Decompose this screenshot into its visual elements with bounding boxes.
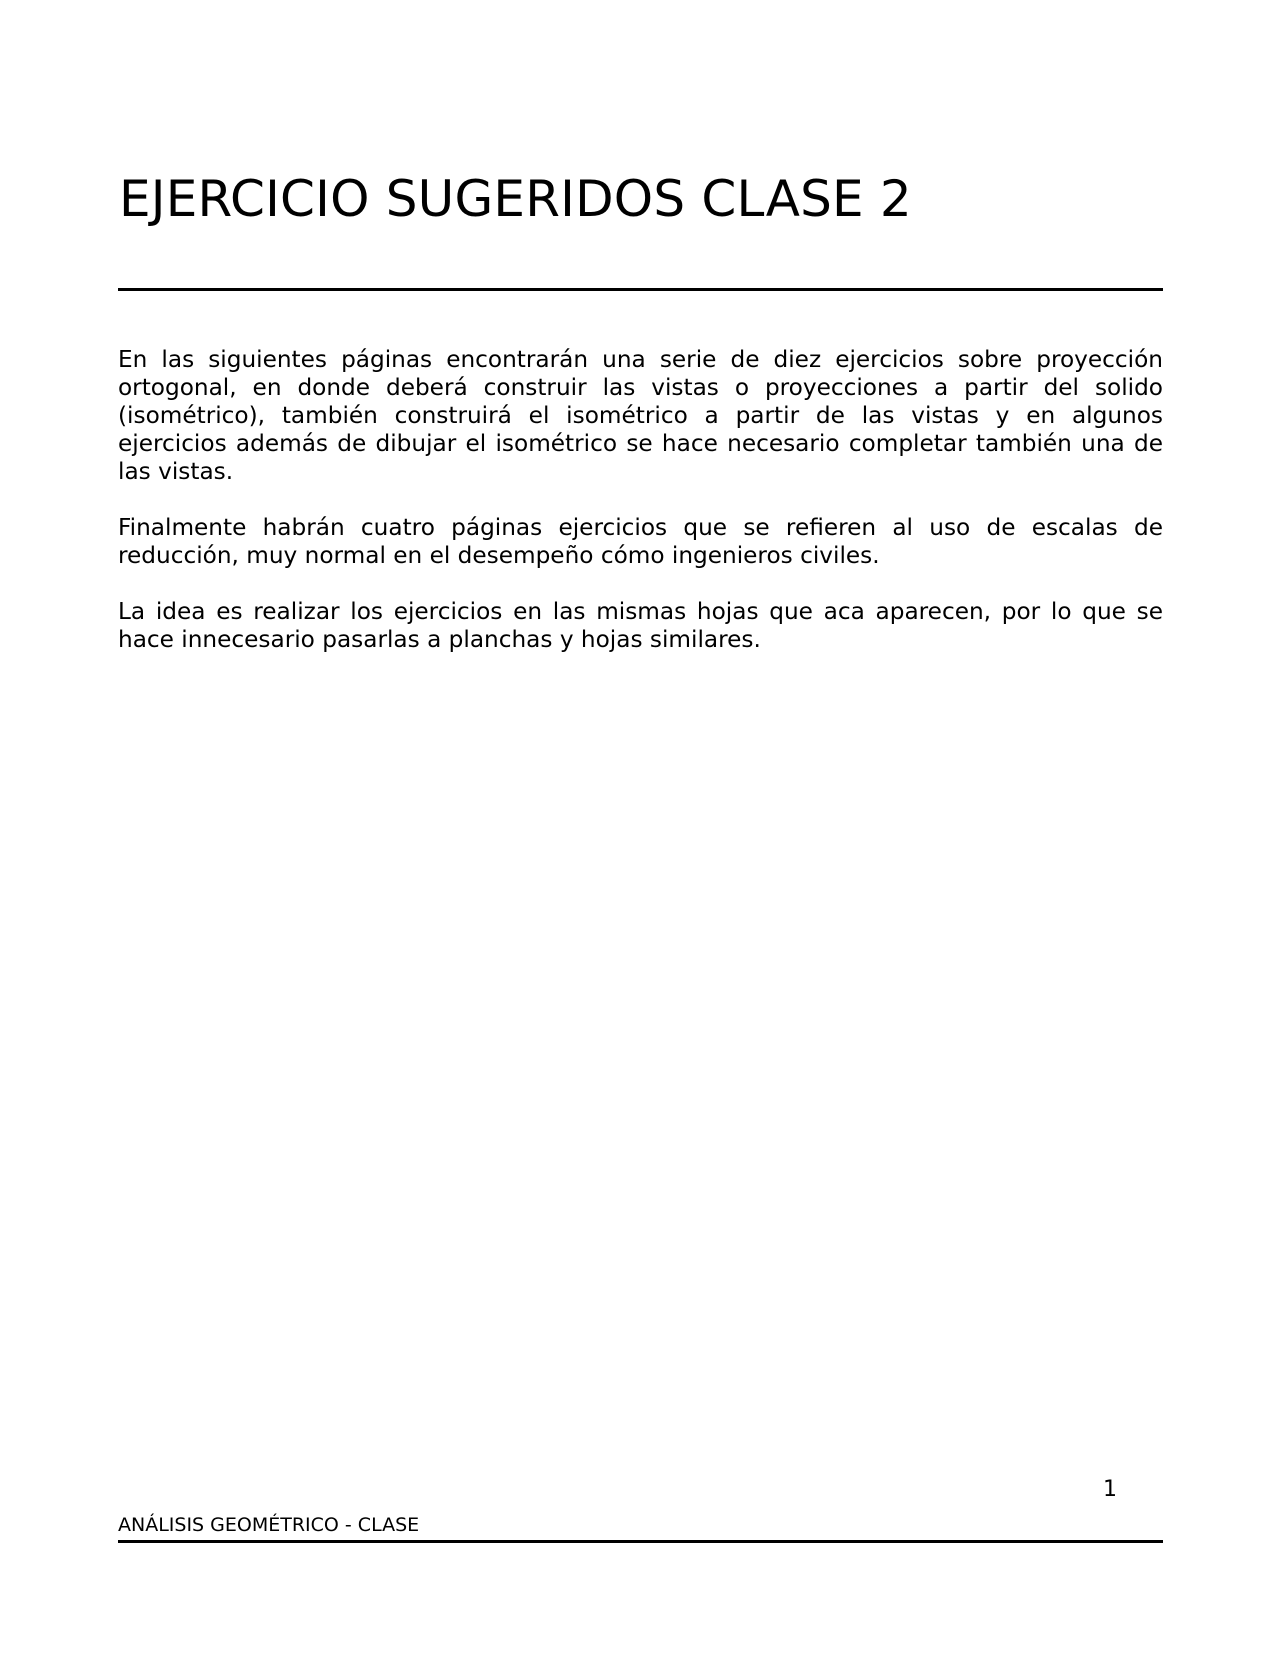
paragraph-scales: Finalmente habrán cuatro páginas ejercicios que se refieren al uso de escalas de reducción, muy normal en el desempeño cómo ingenieros civiles. <box>118 514 1163 569</box>
paragraph-instructions: La idea es realizar los ejercicios en las mismas hojas que aca aparecen, por lo que se hace innecesario pasarlas a planchas y hojas similares. <box>118 598 1163 653</box>
page-number: 1 <box>1103 1477 1117 1502</box>
body-text <box>118 346 1163 682</box>
paragraph-intro: En las siguientes páginas encontrarán una serie de diez ejercicios sobre proyección ortogonal, en donde deberá construir las vistas o proyecciones a partir del solido (isométrico), también construirá el isométrico a partir de las vistas y en algunos ejercicios además de dibujar el isométrico se hace necesario completar también una de las vistas. <box>118 346 1163 485</box>
page-title: EJERCICIO SUGERIDOS CLASE 2 <box>119 170 912 228</box>
footer-divider <box>118 1540 1163 1543</box>
footer-label: ANÁLISIS GEOMÉTRICO - CLASE <box>118 1514 420 1536</box>
title-divider <box>118 288 1163 291</box>
